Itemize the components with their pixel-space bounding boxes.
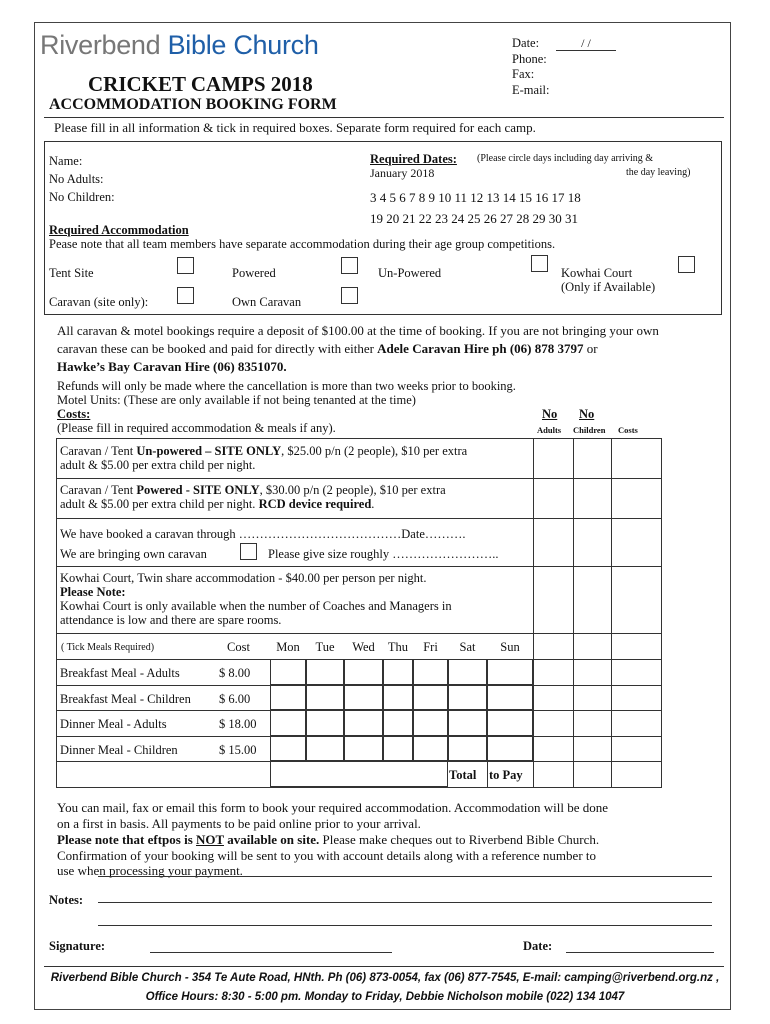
form-title: CRICKET CAMPS 2018	[88, 72, 313, 96]
footer-divider	[44, 966, 724, 967]
children-count-label: No Children:	[49, 190, 115, 204]
eftpos-note: Please note that eftpos is	[57, 832, 197, 847]
header-divider	[44, 117, 724, 118]
children-column-header: Children	[573, 425, 606, 435]
costs-column-header: Costs	[618, 425, 638, 435]
dates-row-2[interactable]: 19 20 21 22 23 24 25 26 27 28 29 30 31	[370, 211, 578, 226]
meal-tick-cell[interactable]	[344, 736, 383, 762]
meal-tick-cell[interactable]	[448, 659, 487, 685]
meal-tick-cell[interactable]	[413, 659, 448, 685]
meal-tick-cell[interactable]	[487, 710, 533, 736]
dates-note-1: (Please circle days including day arriving &	[477, 153, 654, 164]
signature-date-line[interactable]	[566, 952, 714, 953]
caravan-site-checkbox[interactable]	[177, 287, 194, 304]
closing-line-1: You can mail, fax or email this form to book your required accommodation. Accommodation will be done	[57, 800, 609, 815]
day-header-mon: Mon	[276, 640, 300, 654]
adele-caravan-hire: Adele Caravan Hire ph (06) 878 3797	[377, 341, 584, 356]
month-label: January 2018	[370, 166, 435, 180]
dates-row-1[interactable]: 3 4 5 6 7 8 9 10 11 12 13 14 15 16 17 18	[370, 190, 581, 205]
meal-tick-cell[interactable]	[383, 710, 413, 736]
please-note-label: Please Note:	[60, 585, 126, 599]
signature-date-label: Date:	[523, 939, 553, 953]
meal-tick-cell[interactable]	[448, 710, 487, 736]
meal-tick-cell[interactable]	[344, 685, 383, 711]
meal-tick-cell[interactable]	[306, 736, 344, 762]
refunds-text: Refunds will only be made where the cancellation is more than two weeks prior to booking.	[57, 379, 516, 393]
kowhai-availability-note: (Only if Available)	[561, 280, 656, 294]
signature-line[interactable]	[150, 952, 392, 953]
powered-prefix: Caravan / Tent	[60, 483, 137, 497]
date-label: Date:	[512, 36, 540, 50]
meal-tick-cell[interactable]	[413, 710, 448, 736]
meal-tick-cell[interactable]	[306, 685, 344, 711]
day-header-sat: Sat	[459, 640, 476, 654]
meal-tick-cell[interactable]	[383, 659, 413, 685]
meal-tick-cell[interactable]	[306, 710, 344, 736]
powered-site-line-1	[60, 483, 446, 498]
kowhai-court-checkbox[interactable]	[678, 256, 695, 273]
meal-tick-cell[interactable]	[487, 736, 533, 762]
powered-period: .	[371, 497, 375, 511]
meal-tick-cell[interactable]	[270, 736, 306, 762]
powered-site-only: Powered - SITE ONLY	[136, 483, 260, 497]
footer-office-hours: Office Hours: 8:30 - 5:00 pm. Monday to Friday, Debbie Nicholson mobile (022) 134 1047	[145, 991, 625, 1003]
meal-row-label: Dinner Meal - Adults	[60, 717, 167, 731]
signature-label: Signature:	[49, 939, 106, 953]
instructions: Please fill in all information & tick in required boxes. Separate form required for each camp.	[54, 120, 536, 135]
meal-row-cost: $ 8.00	[219, 666, 251, 680]
no-children-header: No	[579, 407, 595, 421]
date-separators: / /	[581, 36, 591, 50]
adults-count-label: No Adults:	[49, 172, 104, 186]
row-divider	[56, 633, 662, 634]
caravan-site-label: Caravan (site only):	[49, 295, 149, 309]
hawkes-bay-caravan-hire: Hawke’s Bay Caravan Hire (06) 8351070.	[57, 359, 287, 374]
unpowered-site-line-1	[60, 444, 467, 459]
meal-tick-cell[interactable]	[306, 659, 344, 685]
kowhai-court-label: Kowhai Court	[561, 266, 633, 280]
row-divider	[56, 518, 662, 519]
cost-header: Cost	[227, 640, 250, 654]
closing-line-2: on a first in basis. All payments to be paid online prior to your arrival.	[57, 816, 421, 831]
fax-label: Fax:	[512, 67, 535, 81]
powered-price: , $30.00 p/n (2 people), $10 per extra	[259, 483, 446, 497]
meal-tick-cell[interactable]	[344, 710, 383, 736]
powered-label: Powered	[232, 266, 276, 280]
closing-line-4: Confirmation of your booking will be sent to you with account details along with a reference number to	[57, 848, 597, 863]
accommodation-note: Pease note that all team members have separate accommodation during their age group competitions.	[49, 237, 556, 251]
logo-word-riverbend: Riverbend	[40, 30, 161, 60]
meal-tick-cell[interactable]	[413, 736, 448, 762]
meal-row-label: Breakfast Meal - Children	[60, 691, 191, 706]
email-label: E-mail:	[512, 83, 550, 97]
deposit-text-2	[57, 341, 598, 357]
meal-row-cost: $ 6.00	[219, 691, 251, 706]
footer-address: Riverbend Bible Church - 354 Te Aute Road, HNth. Ph (06) 873-0054, fax (06) 877-7545, E-mail: camping@riverbend.org.nz ,	[50, 972, 720, 984]
notes-line-1[interactable]	[98, 902, 712, 903]
tent-site-label: Tent Site	[49, 266, 94, 280]
date-field[interactable]	[556, 36, 616, 51]
phone-label: Phone:	[512, 52, 547, 66]
own-caravan-size-checkbox[interactable]	[240, 543, 257, 560]
unpowered-checkbox[interactable]	[531, 255, 548, 272]
closing-line-5: use when processing your payment.	[57, 863, 243, 878]
meal-row-label: Dinner Meal - Children	[60, 742, 178, 757]
form-subtitle: ACCOMMODATION BOOKING FORM	[49, 96, 337, 113]
adults-column-header: Adults	[537, 425, 562, 435]
meal-row-cost: $ 15.00	[219, 742, 257, 757]
own-caravan-label: Own Caravan	[232, 295, 302, 309]
costs-note: (Please fill in required accommodation & meals if any).	[57, 421, 336, 435]
booked-caravan-line[interactable]: We have booked a caravan through …………………………………Date……….	[60, 527, 466, 541]
day-header-fri: Fri	[423, 640, 438, 654]
tent-site-checkbox[interactable]	[177, 257, 194, 274]
meal-tick-cell[interactable]	[448, 736, 487, 762]
meal-tick-cell[interactable]	[487, 659, 533, 685]
meal-row-label: Breakfast Meal - Adults	[60, 666, 180, 680]
day-header-wed: Wed	[352, 640, 375, 654]
unpowered-site-line-2: adult & $5.00 per extra child per night.	[60, 458, 256, 472]
total-label: Total	[449, 768, 477, 782]
closing-line-3	[57, 832, 599, 848]
day-header-tue: Tue	[315, 640, 335, 654]
meal-tick-cell[interactable]	[270, 659, 306, 685]
required-dates-label: Required Dates:	[370, 152, 457, 166]
notes-line-2[interactable]	[98, 925, 712, 926]
meal-row-cost: $ 18.00	[219, 717, 257, 731]
row-divider	[56, 478, 662, 479]
day-header-thu: Thu	[387, 640, 409, 654]
meal-tick-cell[interactable]	[383, 685, 413, 711]
meal-tick-cell[interactable]	[413, 685, 448, 711]
kowhai-availability-2: attendance is low and there are spare rooms.	[60, 613, 282, 627]
total-row-blank	[270, 761, 448, 787]
name-label: Name:	[49, 154, 83, 168]
dates-note-2: the day leaving)	[626, 167, 691, 178]
meal-tick-cell[interactable]	[344, 659, 383, 685]
cheques-note: Please make cheques out to Riverbend Bible Church.	[319, 832, 600, 847]
no-adults-header: No	[542, 407, 558, 421]
costs-heading: Costs:	[57, 407, 91, 421]
eftpos-not: NOT	[196, 832, 224, 847]
unpowered-site-only: Un-powered – SITE ONLY	[136, 444, 282, 458]
to-pay-label: to Pay	[489, 768, 523, 782]
own-caravan-checkbox[interactable]	[341, 287, 358, 304]
deposit-text-1: All caravan & motel bookings require a deposit of $100.00 at the time of booking. If you are not bringing your own	[57, 323, 659, 338]
kowhai-availability-1: Kowhai Court is only available when the number of Coaches and Managers in	[60, 599, 452, 613]
rcd-device-required: RCD device required	[258, 497, 372, 511]
deposit-text-2c: or	[583, 341, 598, 356]
caravan-size-field[interactable]: Please give size roughly ……………………..	[268, 547, 499, 561]
eftpos-available: available on site.	[223, 832, 320, 847]
kowhai-twin-share: Kowhai Court, Twin share accommodation - $40.00 per person per night.	[60, 571, 427, 585]
unpowered-price: , $25.00 p/n (2 people), $10 per extra	[281, 444, 468, 458]
notes-label: Notes:	[49, 893, 84, 907]
church-logo	[40, 30, 319, 61]
row-divider	[56, 566, 662, 567]
meal-tick-cell[interactable]	[383, 736, 413, 762]
notes-rule	[98, 876, 712, 877]
logo-words-bible-church: Bible Church	[167, 30, 319, 60]
own-caravan-line-label: We are bringing own caravan	[60, 547, 207, 561]
unpowered-prefix: Caravan / Tent	[60, 444, 137, 458]
meal-tick-cell[interactable]	[448, 685, 487, 711]
meal-tick-cell[interactable]	[487, 685, 533, 711]
meal-tick-cell[interactable]	[270, 685, 306, 711]
powered-checkbox[interactable]	[341, 257, 358, 274]
tick-meals-label: ( Tick Meals Required)	[61, 642, 155, 653]
total-divider	[487, 761, 488, 787]
deposit-text-2a: caravan these can be booked and paid for directly with either	[57, 341, 378, 356]
powered-site-line-2	[60, 497, 374, 512]
accommodation-heading: Required Accommodation	[49, 223, 189, 237]
day-header-sun: Sun	[500, 640, 520, 654]
meal-tick-cell[interactable]	[270, 710, 306, 736]
motel-units-text: Motel Units: (These are only available if not being tenanted at the time)	[57, 393, 416, 407]
unpowered-label: Un-Powered	[378, 266, 442, 280]
powered-extra: adult & $5.00 per extra child per night.	[60, 497, 259, 511]
